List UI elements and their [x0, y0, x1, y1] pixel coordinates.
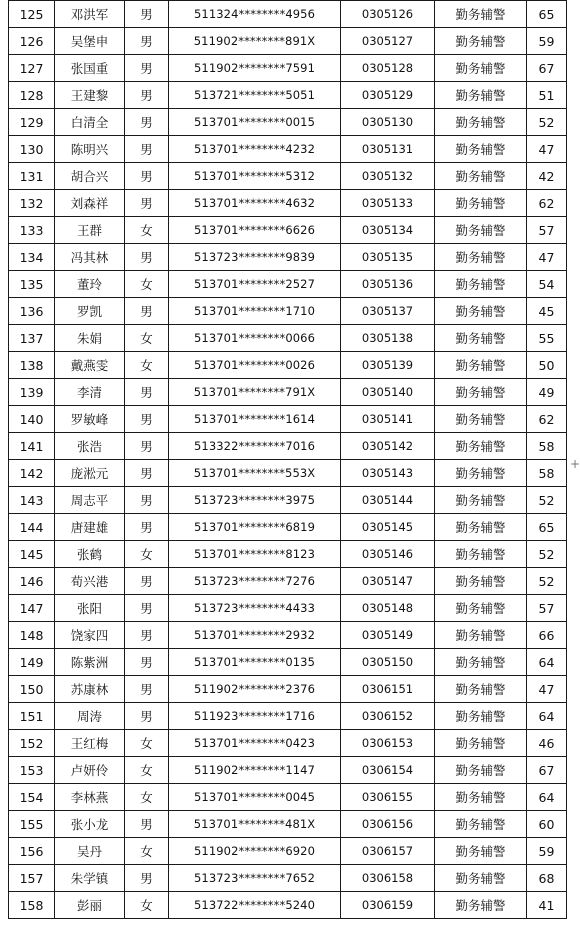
cell-exam-number: 0305128	[341, 55, 435, 82]
cell-name: 张国重	[55, 55, 125, 82]
cell-index: 154	[9, 784, 55, 811]
cell-score: 58	[527, 433, 567, 460]
table-row	[9, 190, 567, 217]
cell-id-number: 513701********2932	[169, 622, 341, 649]
cell-index: 145	[9, 541, 55, 568]
cell-gender: 女	[125, 541, 169, 568]
cell-position: 勤务辅警	[435, 865, 527, 892]
cell-score: 57	[527, 217, 567, 244]
cell-position: 勤务辅警	[435, 271, 527, 298]
cell-index: 128	[9, 82, 55, 109]
cell-exam-number: 0306154	[341, 757, 435, 784]
cell-id-number: 513721********5051	[169, 82, 341, 109]
results-table-container	[8, 0, 566, 919]
cell-id-number: 513701********2527	[169, 271, 341, 298]
table-row	[9, 676, 567, 703]
table-row	[9, 1, 567, 28]
table-row	[9, 649, 567, 676]
cell-id-number: 513701********6626	[169, 217, 341, 244]
cell-index: 131	[9, 163, 55, 190]
cell-gender: 男	[125, 163, 169, 190]
cell-index: 140	[9, 406, 55, 433]
cell-name: 庞淞元	[55, 460, 125, 487]
cell-score: 59	[527, 28, 567, 55]
cell-index: 138	[9, 352, 55, 379]
cell-id-number: 513723********7652	[169, 865, 341, 892]
cell-id-number: 513701********481X	[169, 811, 341, 838]
table-row	[9, 379, 567, 406]
cell-gender: 女	[125, 730, 169, 757]
cell-name: 吴堡申	[55, 28, 125, 55]
cell-exam-number: 0305134	[341, 217, 435, 244]
cell-position: 勤务辅警	[435, 163, 527, 190]
cell-index: 135	[9, 271, 55, 298]
cell-position: 勤务辅警	[435, 892, 527, 919]
table-row	[9, 460, 567, 487]
cell-id-number: 513701********1614	[169, 406, 341, 433]
table-row	[9, 892, 567, 919]
cell-gender: 男	[125, 865, 169, 892]
table-row	[9, 730, 567, 757]
cell-score: 46	[527, 730, 567, 757]
cell-position: 勤务辅警	[435, 676, 527, 703]
cell-score: 64	[527, 784, 567, 811]
cell-gender: 女	[125, 217, 169, 244]
cell-name: 张阳	[55, 595, 125, 622]
table-row	[9, 784, 567, 811]
cell-score: 52	[527, 487, 567, 514]
table-row	[9, 352, 567, 379]
table-row	[9, 838, 567, 865]
cell-gender: 男	[125, 514, 169, 541]
cell-score: 47	[527, 676, 567, 703]
cell-position: 勤务辅警	[435, 703, 527, 730]
cell-index: 148	[9, 622, 55, 649]
cell-position: 勤务辅警	[435, 1, 527, 28]
cell-position: 勤务辅警	[435, 406, 527, 433]
cell-id-number: 511902********891X	[169, 28, 341, 55]
cell-exam-number: 0306152	[341, 703, 435, 730]
cell-id-number: 511902********1147	[169, 757, 341, 784]
cell-gender: 男	[125, 811, 169, 838]
cell-id-number: 513701********0015	[169, 109, 341, 136]
cell-name: 周志平	[55, 487, 125, 514]
cell-id-number: 511324********4956	[169, 1, 341, 28]
cell-position: 勤务辅警	[435, 352, 527, 379]
cell-name: 冯其林	[55, 244, 125, 271]
cell-id-number: 513701********0066	[169, 325, 341, 352]
cell-gender: 男	[125, 109, 169, 136]
cell-position: 勤务辅警	[435, 622, 527, 649]
cell-exam-number: 0305130	[341, 109, 435, 136]
cell-exam-number: 0305127	[341, 28, 435, 55]
cell-id-number: 513701********0045	[169, 784, 341, 811]
cell-name: 张鹤	[55, 541, 125, 568]
table-row	[9, 865, 567, 892]
cell-gender: 女	[125, 784, 169, 811]
cell-index: 143	[9, 487, 55, 514]
cell-index: 158	[9, 892, 55, 919]
cell-name: 李清	[55, 379, 125, 406]
cell-id-number: 513701********4232	[169, 136, 341, 163]
table-row	[9, 433, 567, 460]
cell-score: 52	[527, 541, 567, 568]
cell-name: 陈紫洲	[55, 649, 125, 676]
table-row	[9, 163, 567, 190]
cell-score: 65	[527, 514, 567, 541]
cell-position: 勤务辅警	[435, 487, 527, 514]
cell-position: 勤务辅警	[435, 136, 527, 163]
cell-name: 张浩	[55, 433, 125, 460]
cell-index: 150	[9, 676, 55, 703]
cell-score: 42	[527, 163, 567, 190]
cell-gender: 女	[125, 271, 169, 298]
cell-index: 147	[9, 595, 55, 622]
cell-score: 51	[527, 82, 567, 109]
cell-id-number: 513701********5312	[169, 163, 341, 190]
cell-name: 胡合兴	[55, 163, 125, 190]
cell-position: 勤务辅警	[435, 568, 527, 595]
cell-name: 白清全	[55, 109, 125, 136]
cell-position: 勤务辅警	[435, 595, 527, 622]
cell-gender: 女	[125, 757, 169, 784]
cell-gender: 男	[125, 136, 169, 163]
cell-index: 133	[9, 217, 55, 244]
cell-name: 朱娟	[55, 325, 125, 352]
cell-gender: 男	[125, 379, 169, 406]
cell-exam-number: 0305145	[341, 514, 435, 541]
cell-score: 41	[527, 892, 567, 919]
cell-gender: 男	[125, 28, 169, 55]
cell-score: 67	[527, 55, 567, 82]
cell-score: 47	[527, 136, 567, 163]
cell-exam-number: 0305144	[341, 487, 435, 514]
cell-score: 47	[527, 244, 567, 271]
cell-index: 132	[9, 190, 55, 217]
cell-name: 彭丽	[55, 892, 125, 919]
cell-name: 王建黎	[55, 82, 125, 109]
cell-position: 勤务辅警	[435, 838, 527, 865]
cell-gender: 男	[125, 568, 169, 595]
cell-name: 罗敏峰	[55, 406, 125, 433]
cell-score: 62	[527, 190, 567, 217]
cell-exam-number: 0305137	[341, 298, 435, 325]
table-row	[9, 622, 567, 649]
cell-name: 唐建雄	[55, 514, 125, 541]
cell-position: 勤务辅警	[435, 784, 527, 811]
cell-position: 勤务辅警	[435, 325, 527, 352]
cell-exam-number: 0305136	[341, 271, 435, 298]
cell-exam-number: 0305135	[341, 244, 435, 271]
cell-name: 荀兴港	[55, 568, 125, 595]
cell-id-number: 513701********4632	[169, 190, 341, 217]
cell-name: 李林燕	[55, 784, 125, 811]
table-row	[9, 136, 567, 163]
cell-position: 勤务辅警	[435, 28, 527, 55]
table-row	[9, 298, 567, 325]
cell-exam-number: 0305147	[341, 568, 435, 595]
cell-position: 勤务辅警	[435, 244, 527, 271]
table-row	[9, 82, 567, 109]
cell-position: 勤务辅警	[435, 217, 527, 244]
table-row	[9, 109, 567, 136]
cell-name: 陈明兴	[55, 136, 125, 163]
cell-position: 勤务辅警	[435, 649, 527, 676]
scroll-edge-marker: +	[570, 457, 580, 471]
cell-score: 64	[527, 649, 567, 676]
cell-position: 勤务辅警	[435, 730, 527, 757]
cell-name: 吴丹	[55, 838, 125, 865]
cell-id-number: 513701********0026	[169, 352, 341, 379]
cell-id-number: 513322********7016	[169, 433, 341, 460]
cell-gender: 女	[125, 838, 169, 865]
cell-id-number: 511923********1716	[169, 703, 341, 730]
cell-id-number: 513701********1710	[169, 298, 341, 325]
cell-gender: 男	[125, 433, 169, 460]
cell-id-number: 511902********6920	[169, 838, 341, 865]
cell-gender: 男	[125, 1, 169, 28]
cell-name: 周涛	[55, 703, 125, 730]
table-row	[9, 514, 567, 541]
cell-score: 60	[527, 811, 567, 838]
cell-exam-number: 0306155	[341, 784, 435, 811]
table-row	[9, 568, 567, 595]
cell-gender: 男	[125, 703, 169, 730]
cell-index: 129	[9, 109, 55, 136]
cell-id-number: 513723********3975	[169, 487, 341, 514]
cell-id-number: 511902********7591	[169, 55, 341, 82]
cell-id-number: 513701********553X	[169, 460, 341, 487]
cell-name: 戴燕雯	[55, 352, 125, 379]
cell-score: 50	[527, 352, 567, 379]
cell-gender: 男	[125, 460, 169, 487]
cell-name: 王群	[55, 217, 125, 244]
cell-exam-number: 0305132	[341, 163, 435, 190]
cell-score: 67	[527, 757, 567, 784]
cell-position: 勤务辅警	[435, 109, 527, 136]
cell-index: 157	[9, 865, 55, 892]
cell-name: 邓洪军	[55, 1, 125, 28]
cell-exam-number: 0305126	[341, 1, 435, 28]
cell-exam-number: 0305146	[341, 541, 435, 568]
cell-gender: 男	[125, 55, 169, 82]
cell-score: 62	[527, 406, 567, 433]
cell-position: 勤务辅警	[435, 514, 527, 541]
cell-index: 151	[9, 703, 55, 730]
cell-exam-number: 0305148	[341, 595, 435, 622]
results-table-body	[9, 1, 567, 919]
cell-gender: 男	[125, 190, 169, 217]
cell-id-number: 513723********9839	[169, 244, 341, 271]
cell-score: 49	[527, 379, 567, 406]
cell-index: 153	[9, 757, 55, 784]
cell-exam-number: 0305129	[341, 82, 435, 109]
cell-name: 苏康林	[55, 676, 125, 703]
cell-score: 59	[527, 838, 567, 865]
table-row	[9, 217, 567, 244]
cell-score: 45	[527, 298, 567, 325]
cell-exam-number: 0306156	[341, 811, 435, 838]
cell-position: 勤务辅警	[435, 541, 527, 568]
cell-id-number: 513701********0423	[169, 730, 341, 757]
cell-score: 52	[527, 109, 567, 136]
cell-exam-number: 0306159	[341, 892, 435, 919]
cell-exam-number: 0306157	[341, 838, 435, 865]
cell-index: 141	[9, 433, 55, 460]
table-row	[9, 487, 567, 514]
cell-position: 勤务辅警	[435, 379, 527, 406]
cell-name: 张小龙	[55, 811, 125, 838]
cell-id-number: 513701********6819	[169, 514, 341, 541]
cell-score: 65	[527, 1, 567, 28]
cell-index: 155	[9, 811, 55, 838]
cell-exam-number: 0305131	[341, 136, 435, 163]
cell-gender: 男	[125, 82, 169, 109]
cell-exam-number: 0305133	[341, 190, 435, 217]
cell-position: 勤务辅警	[435, 55, 527, 82]
cell-index: 130	[9, 136, 55, 163]
cell-score: 55	[527, 325, 567, 352]
cell-exam-number: 0305139	[341, 352, 435, 379]
cell-exam-number: 0305140	[341, 379, 435, 406]
cell-index: 139	[9, 379, 55, 406]
cell-exam-number: 0306151	[341, 676, 435, 703]
cell-index: 136	[9, 298, 55, 325]
cell-gender: 男	[125, 622, 169, 649]
cell-name: 董玲	[55, 271, 125, 298]
cell-score: 64	[527, 703, 567, 730]
cell-score: 66	[527, 622, 567, 649]
cell-index: 152	[9, 730, 55, 757]
cell-id-number: 513723********4433	[169, 595, 341, 622]
cell-exam-number: 0306158	[341, 865, 435, 892]
table-row	[9, 55, 567, 82]
cell-name: 刘森祥	[55, 190, 125, 217]
cell-id-number: 513723********7276	[169, 568, 341, 595]
cell-index: 144	[9, 514, 55, 541]
cell-index: 127	[9, 55, 55, 82]
cell-gender: 男	[125, 487, 169, 514]
cell-gender: 男	[125, 298, 169, 325]
cell-gender: 女	[125, 892, 169, 919]
cell-position: 勤务辅警	[435, 190, 527, 217]
cell-score: 52	[527, 568, 567, 595]
cell-position: 勤务辅警	[435, 433, 527, 460]
cell-score: 57	[527, 595, 567, 622]
cell-id-number: 513701********8123	[169, 541, 341, 568]
cell-position: 勤务辅警	[435, 82, 527, 109]
cell-exam-number: 0305142	[341, 433, 435, 460]
cell-index: 156	[9, 838, 55, 865]
cell-score: 54	[527, 271, 567, 298]
cell-id-number: 511902********2376	[169, 676, 341, 703]
cell-exam-number: 0305150	[341, 649, 435, 676]
cell-gender: 男	[125, 244, 169, 271]
table-row	[9, 325, 567, 352]
cell-gender: 男	[125, 676, 169, 703]
cell-exam-number: 0305143	[341, 460, 435, 487]
cell-position: 勤务辅警	[435, 298, 527, 325]
cell-index: 137	[9, 325, 55, 352]
table-row	[9, 757, 567, 784]
cell-gender: 女	[125, 352, 169, 379]
cell-gender: 男	[125, 649, 169, 676]
cell-gender: 女	[125, 325, 169, 352]
cell-index: 125	[9, 1, 55, 28]
cell-score: 68	[527, 865, 567, 892]
cell-index: 126	[9, 28, 55, 55]
cell-id-number: 513701********791X	[169, 379, 341, 406]
cell-index: 149	[9, 649, 55, 676]
cell-gender: 男	[125, 406, 169, 433]
cell-name: 朱学镇	[55, 865, 125, 892]
cell-name: 卢妍伶	[55, 757, 125, 784]
results-table	[8, 0, 567, 919]
table-row	[9, 271, 567, 298]
cell-index: 146	[9, 568, 55, 595]
cell-score: 58	[527, 460, 567, 487]
cell-name: 饶家四	[55, 622, 125, 649]
table-row	[9, 28, 567, 55]
cell-exam-number: 0305141	[341, 406, 435, 433]
cell-position: 勤务辅警	[435, 757, 527, 784]
table-row	[9, 703, 567, 730]
cell-id-number: 513701********0135	[169, 649, 341, 676]
cell-exam-number: 0305149	[341, 622, 435, 649]
cell-position: 勤务辅警	[435, 460, 527, 487]
cell-name: 王红梅	[55, 730, 125, 757]
cell-gender: 男	[125, 595, 169, 622]
cell-name: 罗凯	[55, 298, 125, 325]
table-row	[9, 244, 567, 271]
cell-index: 134	[9, 244, 55, 271]
table-row	[9, 595, 567, 622]
cell-exam-number: 0306153	[341, 730, 435, 757]
cell-position: 勤务辅警	[435, 811, 527, 838]
table-row	[9, 406, 567, 433]
cell-exam-number: 0305138	[341, 325, 435, 352]
cell-index: 142	[9, 460, 55, 487]
cell-id-number: 513722********5240	[169, 892, 341, 919]
table-row	[9, 541, 567, 568]
table-row	[9, 811, 567, 838]
